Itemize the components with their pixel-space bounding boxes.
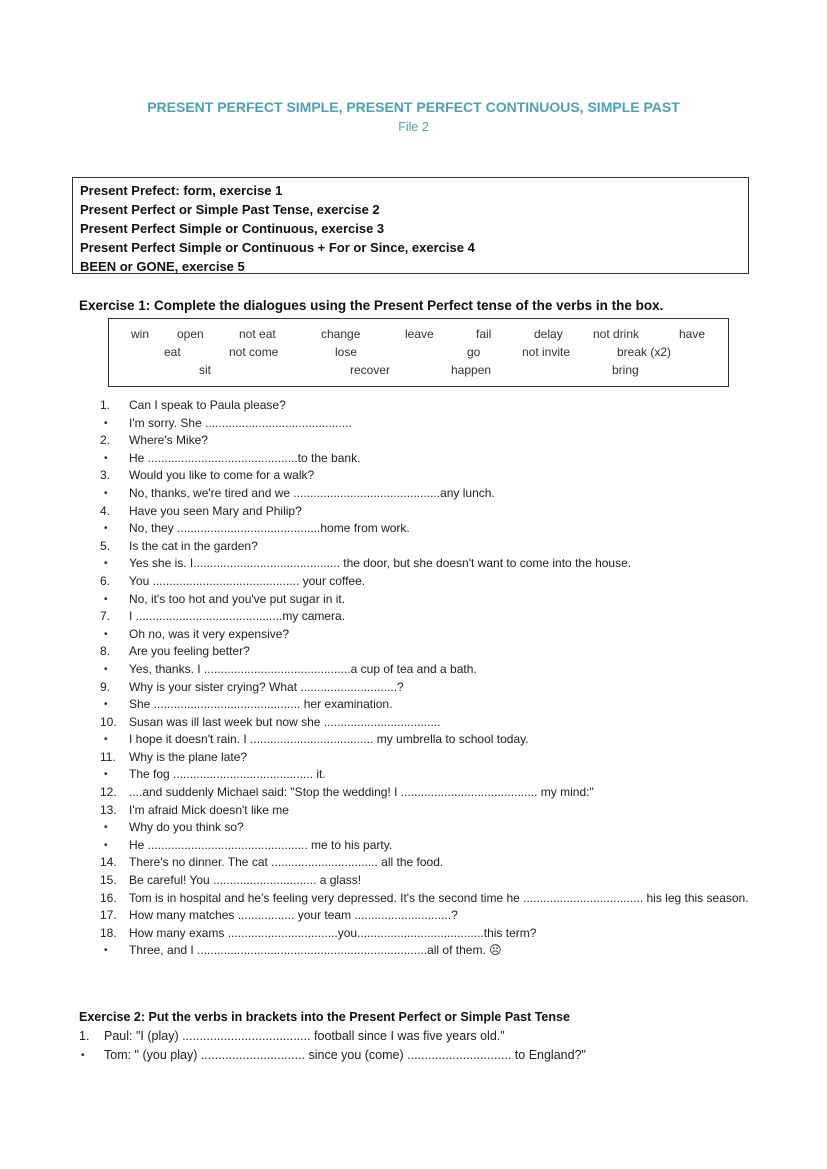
list-item: 4. Have you seen Mary and Philip?	[100, 503, 302, 518]
verb-word: happen	[451, 363, 492, 377]
list-item: • Yes she is. I............................................ the door, but she doesn't want to come into the house.	[104, 556, 632, 571]
list-item: • I hope it doesn't rain. I ..................................... my umbrella to school today.	[104, 732, 529, 747]
list-item: 14. There's no dinner. The cat ................................ all the food.	[100, 855, 444, 870]
list-item: 17. How many matches ................. your team .............................?	[100, 908, 458, 923]
list-item: • Oh no, was it very expensive?	[104, 626, 290, 641]
list-item: • No, thanks, we're tired and we ............................................any lunch.	[104, 485, 495, 500]
list-item: 11. Why is the plane late?	[100, 749, 248, 764]
exercise-2-heading: Exercise 2: Put the verbs in brackets into the Present Perfect or Simple Past Tense	[79, 1010, 570, 1024]
list-item: • No, it's too hot and you've put sugar in it.	[104, 591, 346, 606]
contents-item: Present Prefect: form, exercise 1	[80, 183, 283, 198]
page-title: PRESENT PERFECT SIMPLE, PRESENT PERFECT CONTINUOUS, SIMPLE PAST	[147, 99, 680, 115]
list-item: 7. I ............................................my camera.	[100, 609, 346, 624]
contents-item: Present Perfect or Simple Past Tense, exercise 2	[80, 202, 380, 217]
list-item: 8. Are you feeling better?	[100, 644, 250, 659]
verb-word: bring	[612, 363, 639, 377]
contents-box	[72, 177, 749, 274]
exercise-1-list	[100, 397, 760, 960]
list-item: • Tom: " (you play) .............................. since you (come) .............................. to England?"	[81, 1048, 586, 1062]
verb-word: not invite	[522, 345, 571, 359]
verb-word: leave	[405, 327, 434, 341]
verb-word: not come	[229, 345, 279, 359]
contents-item: BEEN or GONE, exercise 5	[80, 259, 245, 274]
verb-word: have	[679, 327, 706, 341]
list-item: 1. Paul: "I (play) ..................................... football since I was five years old."	[79, 1029, 505, 1043]
list-item: • He .............................................to the bank.	[104, 450, 361, 465]
verb-word: eat	[164, 345, 181, 359]
exercise-2-list	[79, 1027, 759, 1065]
list-item: 2. Where's Mike?	[100, 433, 208, 448]
list-item: • No, they ...........................................home from work.	[104, 521, 410, 536]
verb-word: lose	[335, 345, 358, 359]
contents-item: Present Perfect Simple or Continuous + For or Since, exercise 4	[80, 240, 475, 255]
verb-word: not drink	[593, 327, 640, 341]
list-item: 5. Is the cat in the garden?	[100, 538, 258, 553]
verb-word: go	[467, 345, 481, 359]
list-item: 3. Would you like to come for a walk?	[100, 468, 315, 483]
list-item: • He ................................................ me to his party.	[104, 837, 393, 852]
list-item: • She ............................................ her examination.	[104, 697, 393, 712]
list-item: 6. You ............................................ your coffee.	[100, 573, 366, 588]
page-subtitle: File 2	[398, 120, 429, 134]
list-item: 18. How many exams .................................you......................................this term?	[100, 925, 537, 940]
verb-word: open	[177, 327, 204, 341]
verb-word: delay	[534, 327, 563, 341]
verb-word: recover	[350, 363, 391, 377]
list-item: 16. Tom is in hospital and he's feeling very depressed. It's the second time he .................................... his leg this season.	[100, 890, 749, 905]
list-item: 9. Why is your sister crying? What .............................?	[100, 679, 404, 694]
list-item: • The fog .......................................... it.	[104, 767, 326, 782]
verb-box	[108, 318, 729, 387]
contents-item: Present Perfect Simple or Continuous, exercise 3	[80, 221, 385, 236]
list-item: • I'm sorry. She ............................................	[104, 415, 352, 430]
verb-word: not eat	[239, 327, 276, 341]
list-item: • Why do you think so?	[104, 820, 244, 835]
verb-word: sit	[199, 363, 211, 377]
verb-word: fail	[476, 327, 492, 341]
verb-word: break (x2)	[617, 345, 672, 359]
list-item: 13. I'm afraid Mick doesn't like me	[100, 802, 289, 817]
exercise-1-heading: Exercise 1: Complete the dialogues using the Present Perfect tense of the verbs in the box.	[79, 298, 664, 313]
list-item: • Three, and I .....................................................................all of them. ☹	[104, 943, 502, 958]
verb-word: change	[321, 327, 361, 341]
list-item: 12. ....and suddenly Michael said: "Stop the wedding! I ......................................... my mind:"	[100, 785, 594, 800]
list-item: 10. Susan was ill last week but now she ...................................	[100, 714, 441, 729]
list-item: 1. Can I speak to Paula please?	[100, 398, 286, 412]
list-item: 15. Be careful! You ............................... a glass!	[100, 873, 362, 888]
verb-word: win	[131, 327, 150, 341]
list-item: • Yes, thanks. I ............................................a cup of tea and a bath.	[104, 661, 477, 676]
